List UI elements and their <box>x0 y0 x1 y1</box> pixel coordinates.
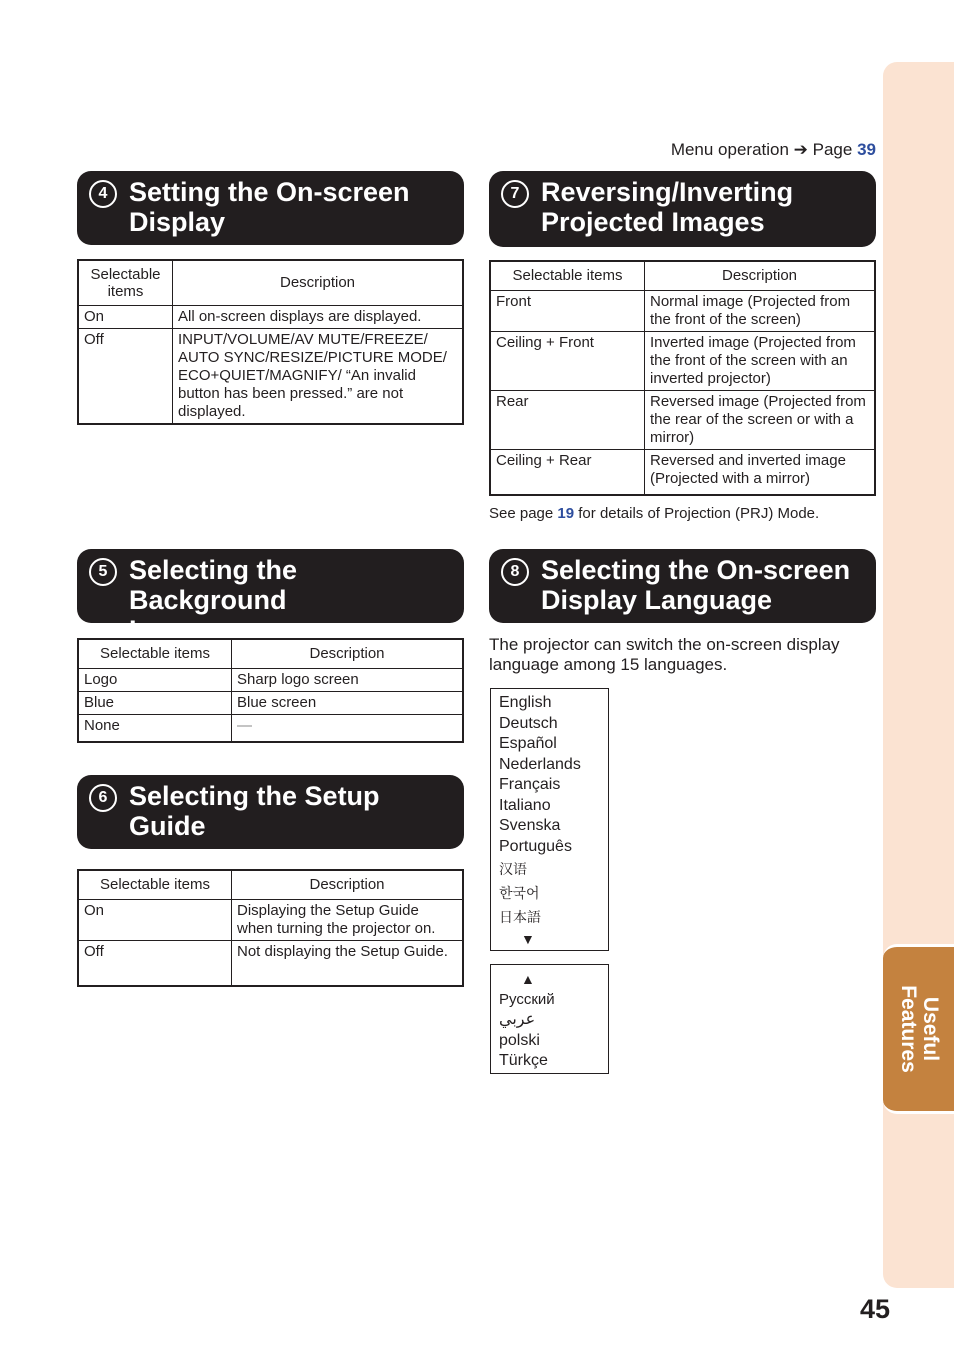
table-cell-item: On <box>78 306 173 329</box>
column-header: Description <box>232 870 464 900</box>
scroll-down-icon[interactable]: ▼ <box>521 931 535 947</box>
table-cell-description: Displaying the Setup Guide when turning the projector on. <box>232 900 464 941</box>
column-header: Description <box>232 639 464 669</box>
table-cell-item: Ceiling + Rear <box>490 450 645 496</box>
language-option[interactable]: Italiano <box>499 796 551 814</box>
table-cell-item: Blue <box>78 692 232 715</box>
column-header: Selectable items <box>78 260 173 306</box>
table-cell-item: Front <box>490 291 645 332</box>
table-cell-item: Ceiling + Front <box>490 332 645 391</box>
section-title <box>129 781 452 841</box>
note-page-link[interactable]: 19 <box>557 505 575 522</box>
table-row <box>78 715 463 743</box>
section-title-line2: Image <box>129 615 208 645</box>
section-tab-useful-features[interactable] <box>883 944 954 1114</box>
language-option[interactable]: Português <box>499 837 572 855</box>
table-row <box>78 900 463 941</box>
language-intro-text: The projector can switch the on-screen display language among 15 languages. <box>489 635 840 674</box>
on-screen-display-table <box>77 259 464 425</box>
language-option[interactable]: Deutsch <box>499 714 558 732</box>
language-option[interactable]: Türkçe <box>499 1052 548 1069</box>
section-tab-label-line2: Features <box>896 985 920 1073</box>
table-cell-item: Off <box>78 329 173 425</box>
table-cell-item: Off <box>78 941 232 987</box>
menu-reference <box>600 140 876 160</box>
table-cell-description: Sharp logo screen <box>232 669 464 692</box>
language-option[interactable]: English <box>499 694 552 711</box>
section-number-badge: 7 <box>501 180 529 208</box>
section-title-line1: Setting the On-screen <box>129 177 410 207</box>
language-option[interactable]: 汉语 <box>499 861 527 877</box>
section-title-line2: Projected Images <box>541 207 765 237</box>
note-text: See page <box>489 505 554 522</box>
section-title-line1: Selecting the On-screen <box>541 555 851 585</box>
language-option[interactable]: Français <box>499 776 561 793</box>
column-header: Selectable items <box>490 261 645 291</box>
section-title <box>541 177 864 237</box>
section-title <box>129 177 452 237</box>
section-heading-reversing-inverting <box>489 171 876 247</box>
table-cell-description: Reversed and inverted image (Projected with a mirror) <box>645 450 876 496</box>
scroll-up-icon[interactable]: ▲ <box>521 971 535 987</box>
column-header: Selectable items <box>78 639 232 669</box>
language-option[interactable]: polski <box>499 1031 540 1049</box>
background-image-table <box>77 638 464 743</box>
section-title-line2: Display Language <box>541 585 773 615</box>
table-cell-description: Not displaying the Setup Guide. <box>232 941 464 987</box>
language-option[interactable]: 한국어 <box>499 885 540 901</box>
language-option[interactable]: Español <box>499 735 557 752</box>
section-title-line2: Display <box>129 207 226 237</box>
section-heading-background-image <box>77 549 464 645</box>
section-number-badge: 5 <box>89 558 117 586</box>
section-tab-label-line1: Useful <box>918 996 942 1062</box>
section-heading-setup-guide <box>77 775 464 849</box>
table-row <box>490 332 875 391</box>
language-list-page2 <box>490 964 609 1074</box>
section-title-line2: Guide <box>129 811 206 841</box>
table-row <box>78 329 463 425</box>
page-number: 45 <box>860 1294 891 1324</box>
section-title-line1: Reversing/Inverting <box>541 177 794 207</box>
section-title <box>129 555 452 645</box>
language-option[interactable]: عربي <box>499 1011 536 1028</box>
table-cell-item: Rear <box>490 391 645 450</box>
table-cell-description: All on-screen displays are displayed. <box>173 306 464 329</box>
table-header-row <box>490 261 875 291</box>
table-cell-item: Logo <box>78 669 232 692</box>
section-number-badge: 8 <box>501 558 529 586</box>
table-cell-description: Inverted image (Projected from the front of the screen with an inverted projector) <box>645 332 876 391</box>
table-cell-description: — <box>232 715 464 743</box>
table-cell-description: Reversed image (Projected from the rear of the screen or with a mirror) <box>645 391 876 450</box>
section-title-line1: Selecting the Setup <box>129 781 380 811</box>
section-heading-display-language <box>489 549 876 623</box>
menu-reference-page-link[interactable]: 39 <box>857 140 876 159</box>
table-row <box>78 669 463 692</box>
column-header: Description <box>645 261 876 291</box>
table-row <box>490 391 875 450</box>
language-option[interactable]: 日本語 <box>499 909 541 925</box>
projection-mode-note <box>489 505 879 522</box>
table-cell-description: Normal image (Projected from the front of the screen) <box>645 291 876 332</box>
table-row <box>490 291 875 332</box>
section-heading-on-screen-display <box>77 171 464 245</box>
language-option[interactable]: Nederlands <box>499 755 581 773</box>
table-header-row <box>78 870 463 900</box>
note-text: for details of Projection (PRJ) Mode. <box>578 505 820 522</box>
table-row <box>78 692 463 715</box>
language-option[interactable]: Русский <box>499 990 555 1008</box>
menu-reference-text: Menu operation ➔ Page <box>670 140 853 159</box>
table-cell-item: On <box>78 900 232 941</box>
language-list-page1 <box>490 688 609 951</box>
table-cell-item: None <box>78 715 232 743</box>
section-number-badge: 4 <box>89 180 117 208</box>
table-header-row <box>78 260 463 306</box>
table-row <box>78 306 463 329</box>
table-header-row <box>78 639 463 669</box>
section-tab-label <box>897 985 941 1073</box>
table-row <box>78 941 463 987</box>
projection-mode-table <box>489 260 876 496</box>
language-option[interactable]: Svenska <box>499 817 561 834</box>
section-title <box>541 555 864 615</box>
section-title-line1: Selecting the Background <box>129 555 298 615</box>
table-cell-description: Blue screen <box>232 692 464 715</box>
setup-guide-table <box>77 869 464 987</box>
column-header: Description <box>173 260 464 306</box>
section-number-badge: 6 <box>89 784 117 812</box>
column-header: Selectable items <box>78 870 232 900</box>
table-cell-description: INPUT/VOLUME/AV MUTE/FREEZE/ AUTO SYNC/RESIZE/PICTURE MODE/ ECO+QUIET/MAGNIFY/ “An invalid button has been pressed.” are not displayed. <box>173 329 464 425</box>
table-row <box>490 450 875 496</box>
